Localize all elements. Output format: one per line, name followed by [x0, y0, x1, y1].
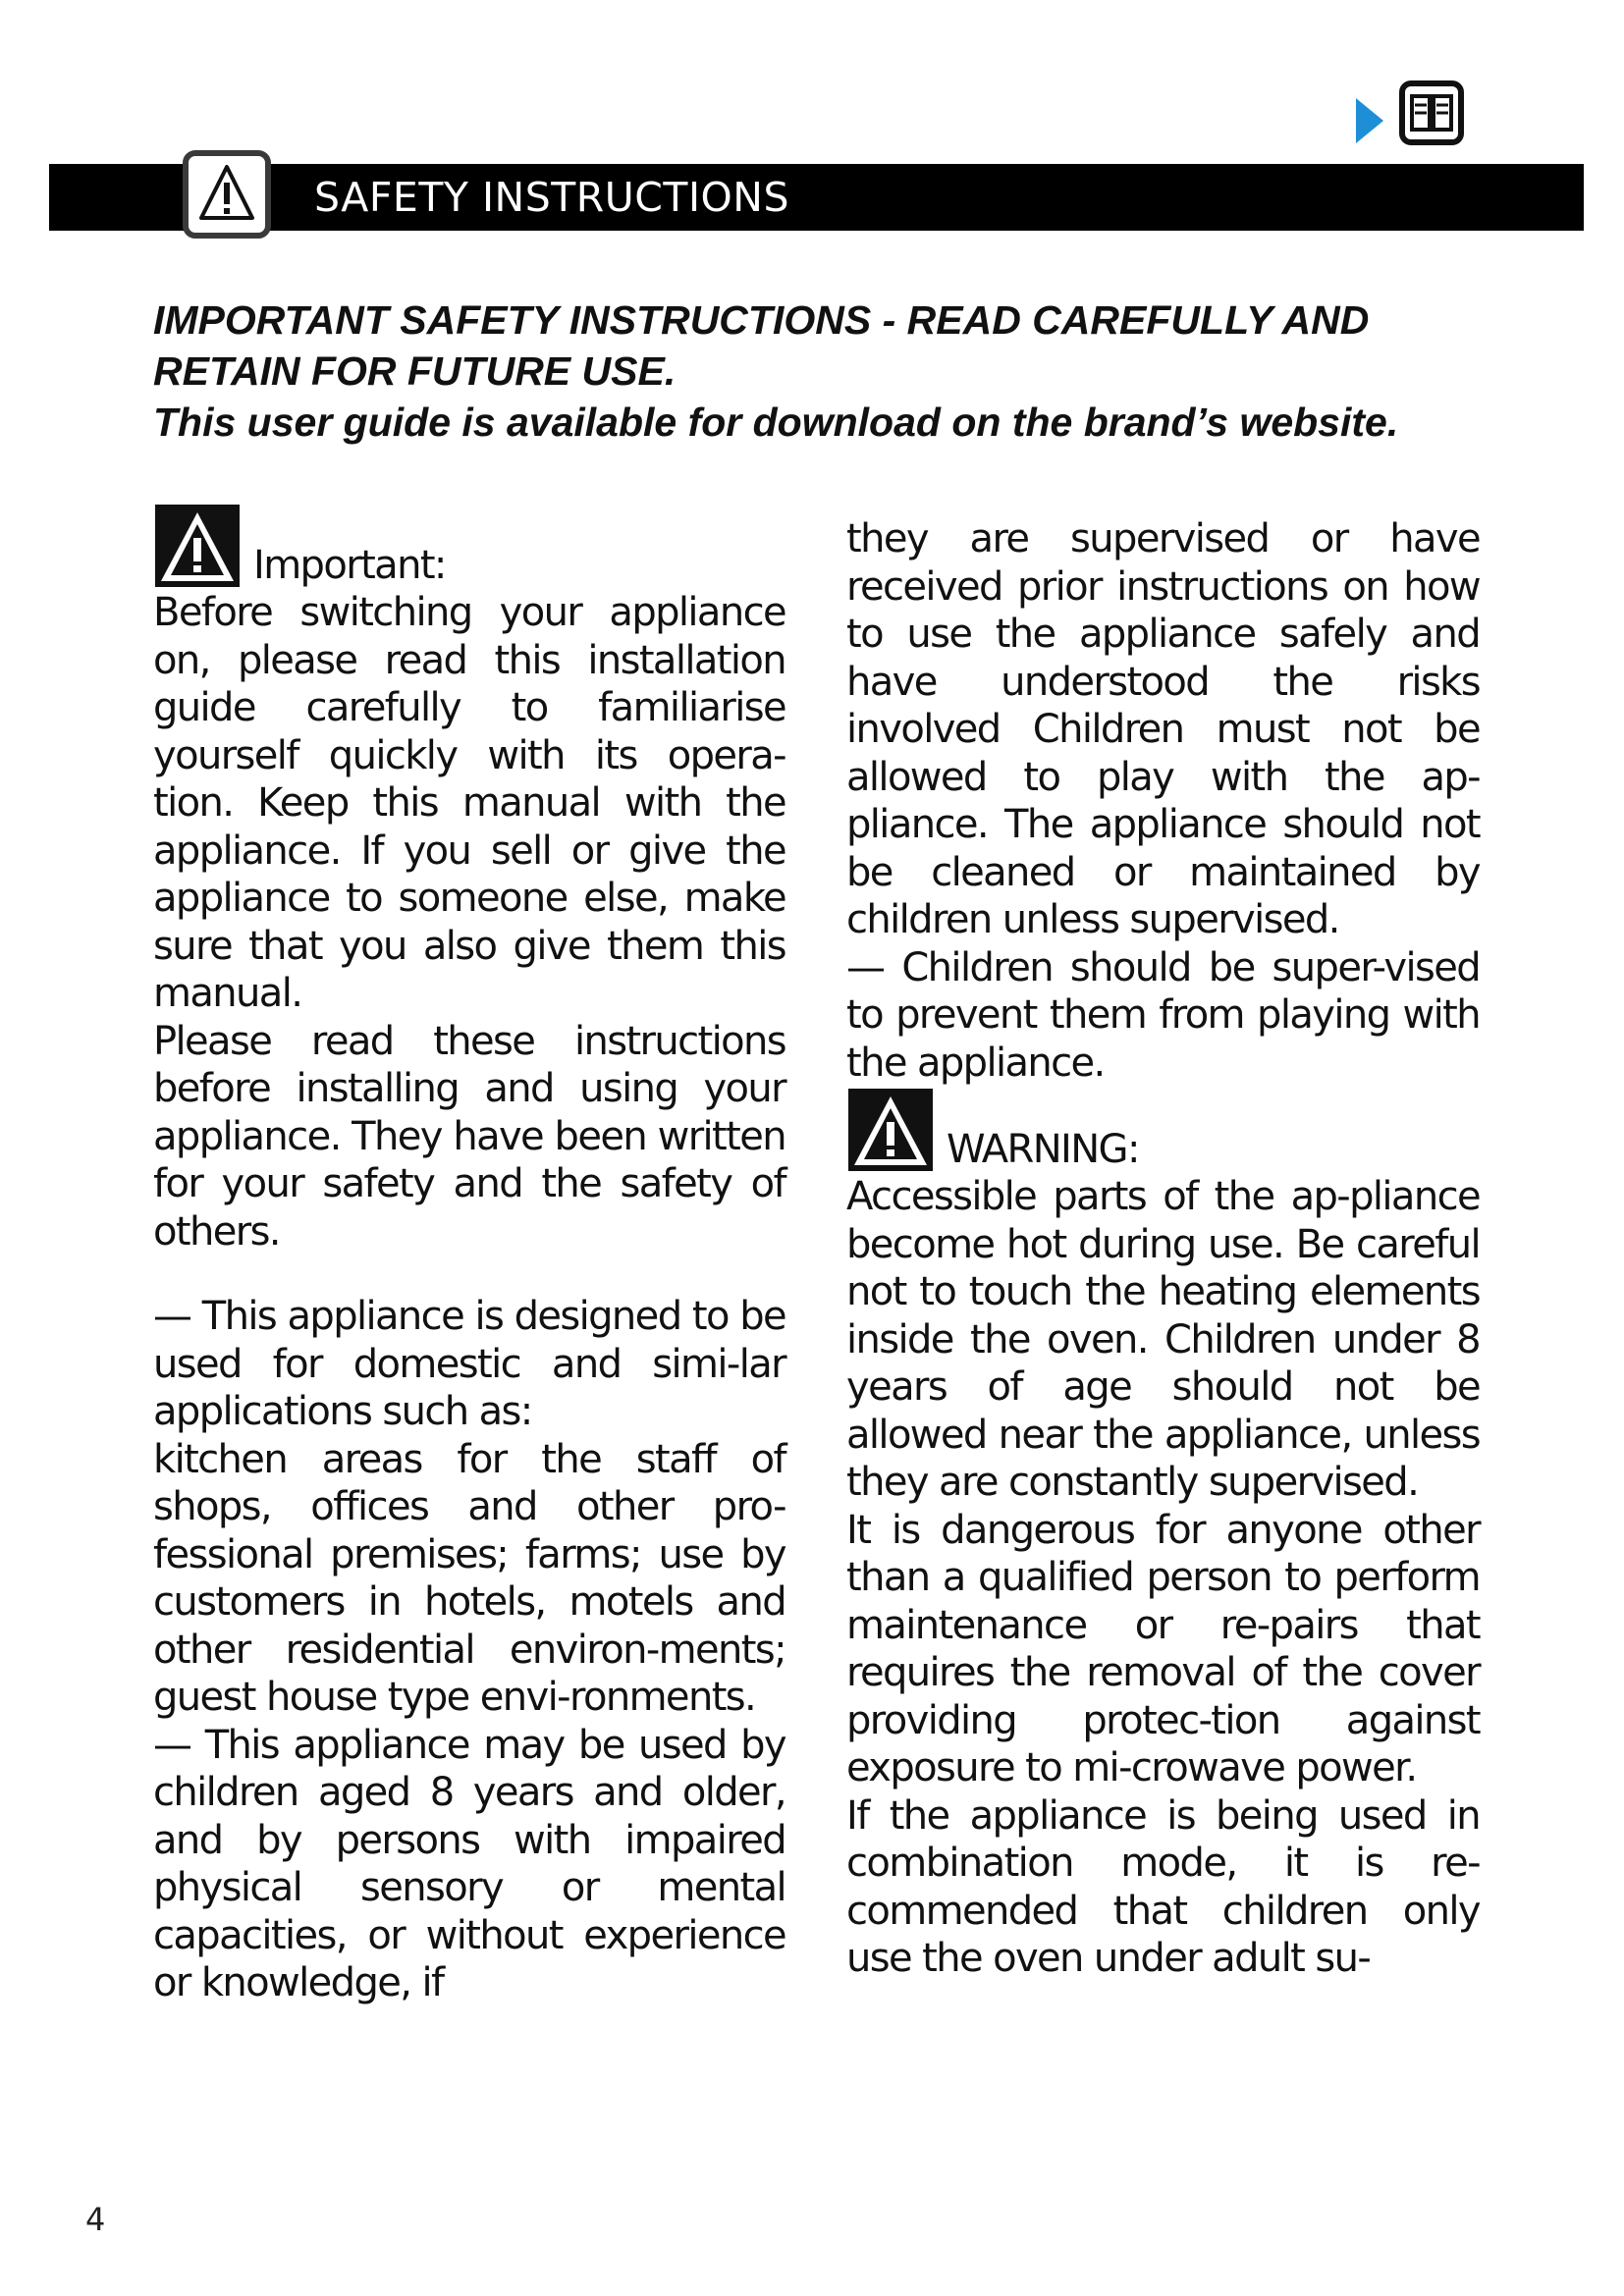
right-column	[846, 515, 1480, 1983]
warning-icon	[153, 503, 242, 589]
play-arrow-icon[interactable]	[1356, 98, 1383, 143]
manual-book-icon[interactable]	[1399, 80, 1464, 145]
paragraph-children-play: — Children should be super-vised to prevent them from playing with the appliance.	[846, 944, 1480, 1086]
paragraph-read-instructions: Please read these instructions before installing and using your appliance. They have been written for your safety and the safety of others.	[153, 1018, 785, 1255]
important-heading	[153, 520, 785, 589]
paragraph-supervision: they are supervised or have received prior instructions on how to use the appliance safely and have understood the risks involved Children must not be allowed to play with the ap-pliance. The appliance should not be cleaned or maintained by children unless supervised.	[846, 516, 1480, 942]
section-header-bar	[49, 164, 1584, 231]
page-number: 4	[85, 2201, 106, 2238]
warning-icon	[846, 1087, 935, 1173]
paragraph-read-guide: Before switching your appliance on, please read this installation guide carefully to familiarise yourself quickly with its opera-tion. Keep this manual with the appliance. If you sell or give the appliance to someone else, make sure that you also give them this manual.	[153, 590, 785, 1016]
important-label: Important:	[253, 543, 446, 588]
paragraph-combination-mode: If the appliance is being used in combination mode, it is re-commended that children only use the oven under adult su-	[846, 1792, 1480, 1981]
paragraph-children-persons: — This appliance may be used by children aged 8 years and older, and by persons with impaired physical sensory or mental capacities, or without experience or knowledge, if	[153, 1722, 785, 2005]
warning-label: WARNING:	[947, 1127, 1139, 1172]
paragraph-domestic-use: — This appliance is designed to be used for domestic and simi-lar applications such as:	[153, 1294, 785, 1434]
intro-line-1: IMPORTANT SAFETY INSTRUCTIONS - READ CAREFULLY AND	[153, 297, 1370, 343]
intro-notice	[153, 294, 1508, 448]
paragraph-qualified-person: It is dangerous for anyone other than a qualified person to perform maintenance or re-pairs that requires the removal of the cover providing protec-tion against exposure to mi-crowave power.	[846, 1507, 1480, 1790]
spacer	[153, 1255, 785, 1293]
paragraph-hot-parts: Accessible parts of the ap-pliance become hot during use. Be careful not to touch the heating elements inside the oven. Children under 8 years of age should not be allowed near the appliance, unless they are constantly supervised.	[846, 1174, 1480, 1505]
section-title: SAFETY INSTRUCTIONS	[314, 174, 790, 221]
intro-line-3: This user guide is available for download on the brand’s website.	[153, 400, 1399, 445]
paragraph-applications: kitchen areas for the staff of shops, offices and other pro-fessional premises; farms; use by customers in hotels, motels and other residential environ-ments; guest house type envi-ronments.	[153, 1436, 785, 1720]
intro-line-2: RETAIN FOR FUTURE USE.	[153, 348, 677, 394]
warning-heading	[846, 1104, 1480, 1173]
warning-triangle-icon	[182, 149, 272, 240]
left-column	[153, 520, 785, 2007]
